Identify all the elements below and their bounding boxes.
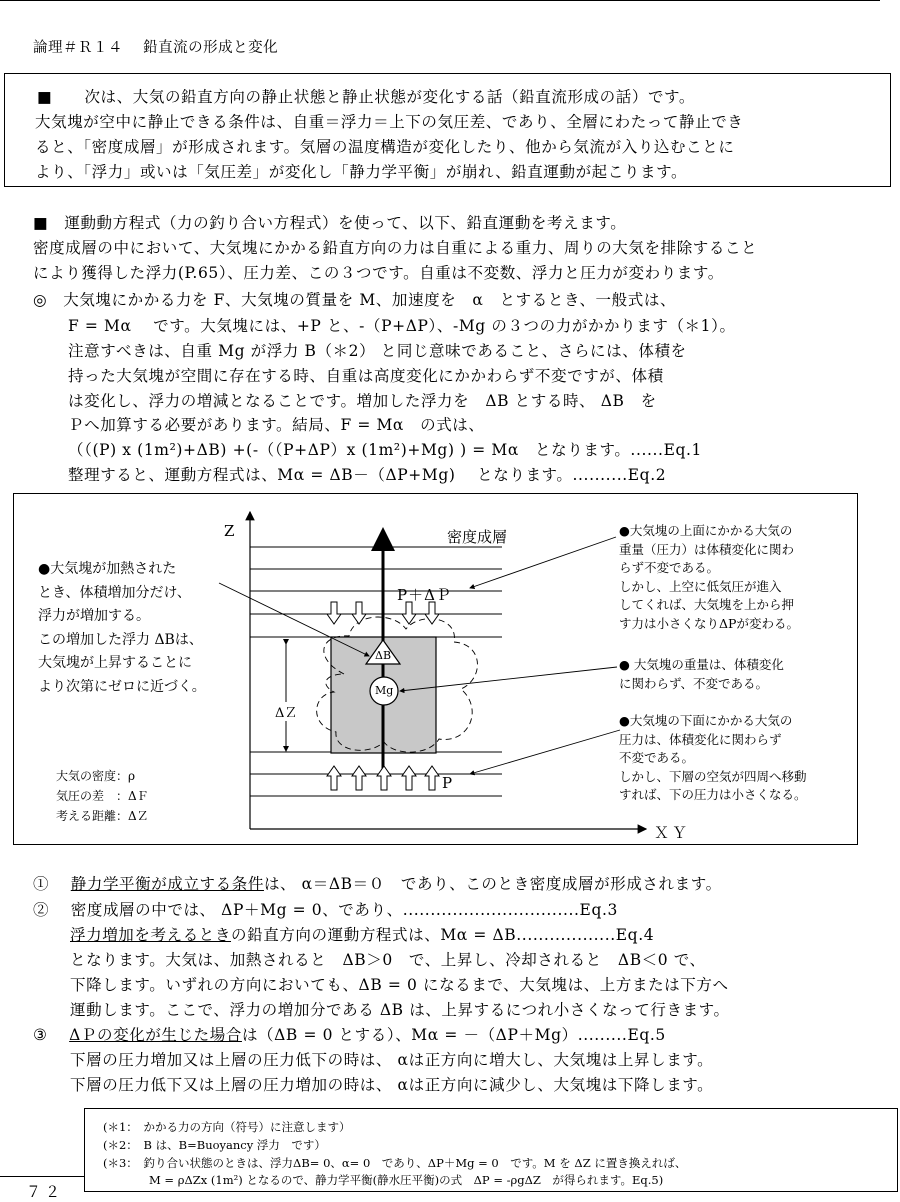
intro-line: より、「浮力」或いは「気圧差」が変化し「静力学平衡」が崩れ、鉛直運動が起こります。 [35,163,688,181]
left-note-line: とき、体積増加分だけ、 [38,584,191,601]
underlined-phrase: ΔＰの変化が生じた場合 [69,1026,242,1044]
page-number-rule [0,1176,84,1177]
list-item-1 [33,872,722,894]
legend-density: 大気の密度：ρ [56,769,136,783]
right-note-line: してくれば、大気塊を上から押 [619,597,795,612]
list-item-2-line: 下降します。いずれの方向においても、ΔB = 0 になるまで、大気塊は、上方または下方へ [70,976,729,994]
section-line: ◎ 大気塊にかかる力を F、大気塊の質量を M、加速度を α とするとき、一般式は、 [33,291,677,309]
footnotes-box [84,1108,898,1192]
underlined-phrase: 静力学平衡が成立する条件 [70,875,264,893]
intro-line: ると、「密度成層」が形成されます。気層の温度構造が変化したり、他から気流が入り込むことに [35,138,735,156]
item-text: 密度成層の中では、 ΔP＋Mg = 0、であり、................................Eq.3 [70,901,618,919]
list-item-2-line: 運動します。ここで、浮力の増加分である ΔB は、上昇するにつれ小さくなって行きます。 [70,1001,730,1019]
section-line: により獲得した浮力(P.65）、圧力差、この３つです。自重は不変数、浮力と圧力が変わります。 [33,264,724,282]
left-note-line: 浮力が増加する。 [38,608,150,624]
item-marker: ② [33,901,50,919]
mg-label: Mg [375,684,394,697]
right-note-line: 重量（圧力）は体積変化に関わ [619,541,795,557]
section-line: ■ 運動動方程式（力の釣り合い方程式）を使って、以下、鉛直運動を考えます。 [33,214,627,232]
z-axis-label: Z [224,522,235,540]
footnote-1: (＊1： かかる力の方向（符号）に注意します） [103,1120,351,1134]
section-line: F = Mα です。大気塊には、+P と、-（P+ΔP）、-Mg の３つの力がかかります（＊1）。 [68,317,736,335]
section-line: 持った大気塊が空間に存在する時、自重は高度変化にかかわらず不変ですが、体積 [68,367,664,385]
section-line: Ｐへ加算する必要があります。結局、F = Mα の式は、 [68,416,485,434]
underlined-phrase: 浮力増加を考えるとき [70,926,232,944]
item-text: は、 α＝ΔB＝０ であり、このとき密度成層が形成されます。 [263,875,722,893]
right-note-line: ●大気塊の下面にかかる大気の [619,713,793,728]
right-note-line: ●大気塊の上面にかかる大気の [619,523,793,538]
left-note-line: ●大気塊が加熱された [38,561,177,577]
right-note-line: しかし、下層の空気が四周へ移動 [619,768,807,784]
list-item-2-line [70,923,654,945]
footnote-3-cont: M = ρΔZx (1m²) となるので、静力学平衡(静水圧平衡)の式 ΔP = -ρgΔZ が得られます。Eq.5) [103,1173,664,1187]
delta-b-label: ΔB [375,649,392,662]
right-note-line: 圧力は、体積変化に関わらず [619,731,782,747]
intro-line: ■ 次は、大気の鉛直方向の静止状態と静止状態が変化する話（鉛直流形成の話）です。 [37,88,696,106]
list-item-2 [33,898,618,920]
density-layer-label: 密度成層 [447,528,508,546]
right-note-line: しかし、上空に低気圧が進入 [619,578,782,594]
section-line: は変化し、浮力の増減となることです。増加した浮力を ΔB とする時、 ΔB を [68,392,657,410]
intro-line: 大気塊が空中に静止できる条件は、自重＝浮力＝上下の気圧差、であり、全層にわたって静止でき [35,113,744,131]
right-note-line: らず不変である。 [619,560,720,575]
right-note-line: ● 大気塊の重量は、体積変化 [619,657,784,672]
left-note [38,558,206,699]
legend [56,766,149,826]
xy-axis-label: ＸＹ [654,824,691,842]
section-line: 注意すべきは、自重 Mg が浮力 B（＊2） と同じ意味であること、さらには、体積を [68,342,687,360]
equation-2: 整理すると、運動方程式は、Mα = ΔB－（ΔP+Mg) となります。..........Eq.2 [68,466,667,484]
item-text: の鉛直方向の運動方程式は、Mα = ΔB..................Eq.4 [231,926,655,944]
footnote-2: (＊2： B は、B=Buoyancy 浮力 です） [103,1138,326,1152]
left-note-line: より次第にゼロに近づく。 [38,678,206,695]
right-note-bottom [619,712,807,805]
right-note-line: に関わらず、不変である。 [619,675,769,691]
top-rule [0,0,880,1]
right-note-line: す力は小さくなりΔPが変わる。 [619,615,799,631]
footnote-3: (＊3： 釣り合い状態のときは、浮力ΔB= 0、α= 0 であり、ΔP＋Mg = 0 です。M を ΔZ に置き換えれば、 [103,1156,687,1170]
legend-distance: 考える距離：ΔＺ [56,809,149,823]
list-item-3-line: 下層の圧力増加又は上層の圧力低下の時は、 αは正方向に増大し、大気塊は上昇します。 [70,1051,714,1069]
section-line: 密度成層の中において、大気塊にかかる鉛直方向の力は自重による重力、周りの大気を排除すること [33,239,758,257]
equation-1: （（(P) x (1m²)+ΔB) +(-（（P+ΔP）x (1m²)+Mg) ) = Mα となります。......Eq.1 [68,441,703,459]
force-diagram [13,493,858,845]
bottom-pressure-label: P [442,774,453,792]
item-text: は（ΔB = 0 とする）、Mα = －（ΔP＋Mg）.........Eq.5 [241,1026,666,1044]
list-item-3 [33,1023,666,1045]
legend-pressure-diff: 気圧の差 ：ΔＦ [56,789,149,803]
left-note-line: この増加した浮力 ΔBは、 [38,631,203,648]
list-item-3-line: 下層の圧力低下又は上層の圧力増加の時は、 αは正方向に減少し、大気塊は下降します。 [70,1076,714,1094]
item-marker: ① [33,875,50,893]
top-pressure-label: P＋ΔＰ [397,586,452,604]
bottom-pressure-arrows [327,766,439,790]
right-note-mid [619,656,784,693]
delta-z-label: ΔＺ [275,702,297,721]
right-note-top [619,522,799,633]
item-marker: ③ [33,1026,48,1044]
page-number: ７２ [26,1183,65,1201]
right-note-line: 不変である。 [619,750,695,765]
page-title: 論理＃Ｒ１４ 鉛直流の形成と変化 [33,40,279,56]
intro-box [4,73,891,187]
list-item-2-line: となります。大気は、加熱されると ΔB＞0 で、上昇し、冷却されると ΔB＜0 で、 [70,951,706,969]
left-note-line: 大気塊が上昇することに [38,655,192,671]
right-note-line: すれば、下の圧力は小さくなる。 [619,787,807,802]
